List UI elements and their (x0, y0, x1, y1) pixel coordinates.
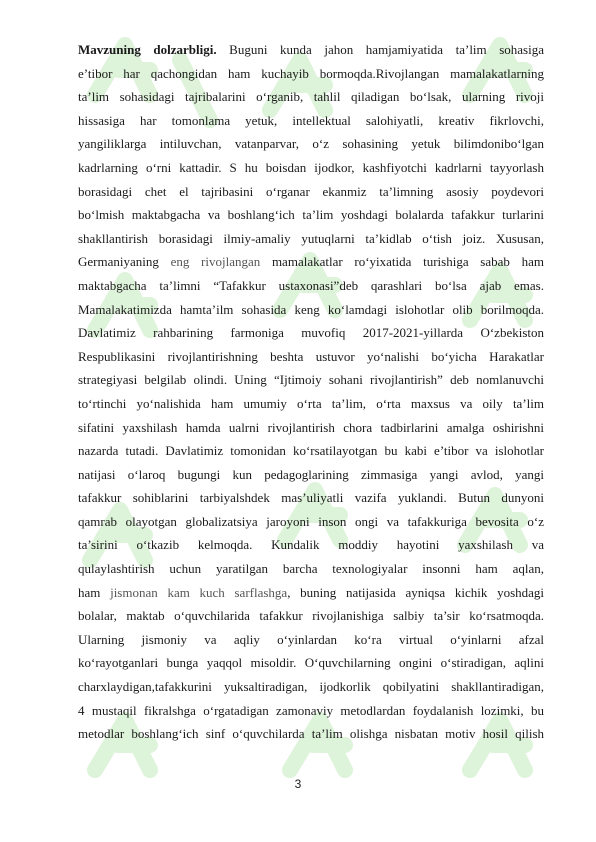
text-line: hissasiga har tomonlama yetuk, intellektual salohiyatli, kreativ fikrlovchi, (78, 112, 544, 128)
text-line: ta’sirini o‘tkazib kelmoqda. Kundalik moddiy hayotini yaxshilash va (78, 537, 544, 553)
text-line (78, 38, 544, 62)
text-line: strategiyasi belgilab olindi. Uning “Ijtimoiy sohani rivojlantirish” deb nomlanuvchi (78, 372, 544, 388)
text-line: 4 mustaqil fikralshga o‘rgatadigan zamonaviy metodlardan foydalanish lozimki, bu (78, 702, 544, 718)
text-segment: , buning natijasida ayniqsa kichik yoshdagi (287, 584, 544, 600)
section-heading: Mavzuning dolzarbligi. (78, 42, 217, 57)
text-line: charxlaydigan,tafakkurini yuksaltiradigan, ijodkorlik qobilyatini shakllantiradigan, (78, 679, 544, 695)
text-line: metodlar boshlang‘ich sinf o‘quvchilarda ta’lim olishga nisbatan motiv hosil qilish (78, 726, 544, 742)
highlighted-phrase: eng rivojlangan (158, 254, 261, 270)
text-line: sifatini yaxshilash hamda ualrni rivojlantirish chora tadbirlarini amalga oshirishni (78, 419, 544, 435)
text-line: nazarda tutadi. Davlatimiz tomonidan ko‘rsatilayotgan bu kabi e’tibor va islohotlar (78, 443, 544, 459)
document-page (78, 38, 544, 746)
text-line: bolalar, maktab o‘quvchilarida tafakkur rivojlanishiga salbiy ta’sir ko‘rsatmoqda. (78, 608, 544, 624)
text-line: Mamalakatimizda hamta’ilm sohasida keng ko‘lamdagi islohotlar olib borilmoqda. (78, 301, 544, 317)
text-line: natijasi o‘laroq bugungi kun pedagoglarining zimmasiga yangi avlod, yangi (78, 466, 544, 482)
text-segment: mamalakatlar ro‘yixatida turishiga sabab ham (260, 254, 544, 270)
text-line: Ularning jismoniy va aqliy o‘yinlardan ko‘ra virtual o‘yinlarni afzal (78, 631, 544, 647)
text-line: e’tibor har qachongidan ham kuchayib bormoqda.Rivojlangan mamalakatlarning (78, 65, 544, 81)
text-line: qulaylashtirish uchun yaratilgan barcha texnologiyalar insonni ham aqlan, (78, 561, 544, 577)
text-line (78, 581, 544, 605)
text-segment: ham (78, 584, 101, 600)
text-line (78, 250, 544, 274)
highlighted-phrase: jismonan kam kuch sarflashga (100, 584, 288, 600)
page-number: 3 (294, 777, 302, 791)
text-line: shakllantirish borasidagi ilmiy-amaliy yutuqlarni ta’kidlab o‘tish joiz. Xususan, (78, 230, 544, 246)
paragraph-body (78, 62, 544, 746)
text-line: to‘rtinchi yo‘nalishida ham umumiy o‘rta ta’lim, o‘rta maxsus va oily ta’lim (78, 395, 544, 411)
text-line-content: Buguni kunda jahon hamjamiyatida ta’lim sohasiga (229, 42, 544, 57)
text-segment: Germaniyaning (78, 254, 159, 270)
text-line: borasidagi chet el tajribasini o‘rganar ekanmiz ta’limning asosiy poydevori (78, 183, 544, 199)
text-line: ko‘rayotganlari bunga yaqqol misoldir. O‘quvchilarning ongini o‘stiradigan, aqlini (78, 655, 544, 671)
text-line: tafakkur sohiblarini tarbiyalshdek mas’uliyatli vazifa yuklandi. Butun dunyoni (78, 490, 544, 506)
text-line: Respublikasini rivojlantirishning beshta ustuvor yo‘nalishi bo‘yicha Harakatlar (78, 348, 544, 364)
text-line: yangiliklarga intiluvchan, vatanparvar, o‘z sohasining yetuk bilimdonibo‘lgan (78, 136, 544, 152)
text-line: bo‘lmish maktabgacha va boshlang‘ich ta’lim yoshdagi bolalarda tafakkur turlarini (78, 207, 544, 223)
text-line: ta’lim sohasidagi tajribalarini o‘rganib, tahlil qiladigan bo‘lsak, ularning rivoji (78, 89, 544, 105)
text-line: kadrlarning o‘rni kattadir. S hu boisdan ijodkor, kashfiyotchi kadrlarni tayyorlash (78, 159, 544, 175)
text-line: maktabgacha ta’limni “Tafakkur ustaxonasi”deb qarashlari bo‘lsa ajab emas. (78, 277, 544, 293)
text-line: qamrab olayotgan globalizatsiya jaroyoni inson ongi va tafakkuriga bevosita o‘z (78, 513, 544, 529)
text-line: Davlatimiz rahbarining farmoniga muvofiq 2017-2021-yillarda O‘zbekiston (78, 325, 544, 341)
